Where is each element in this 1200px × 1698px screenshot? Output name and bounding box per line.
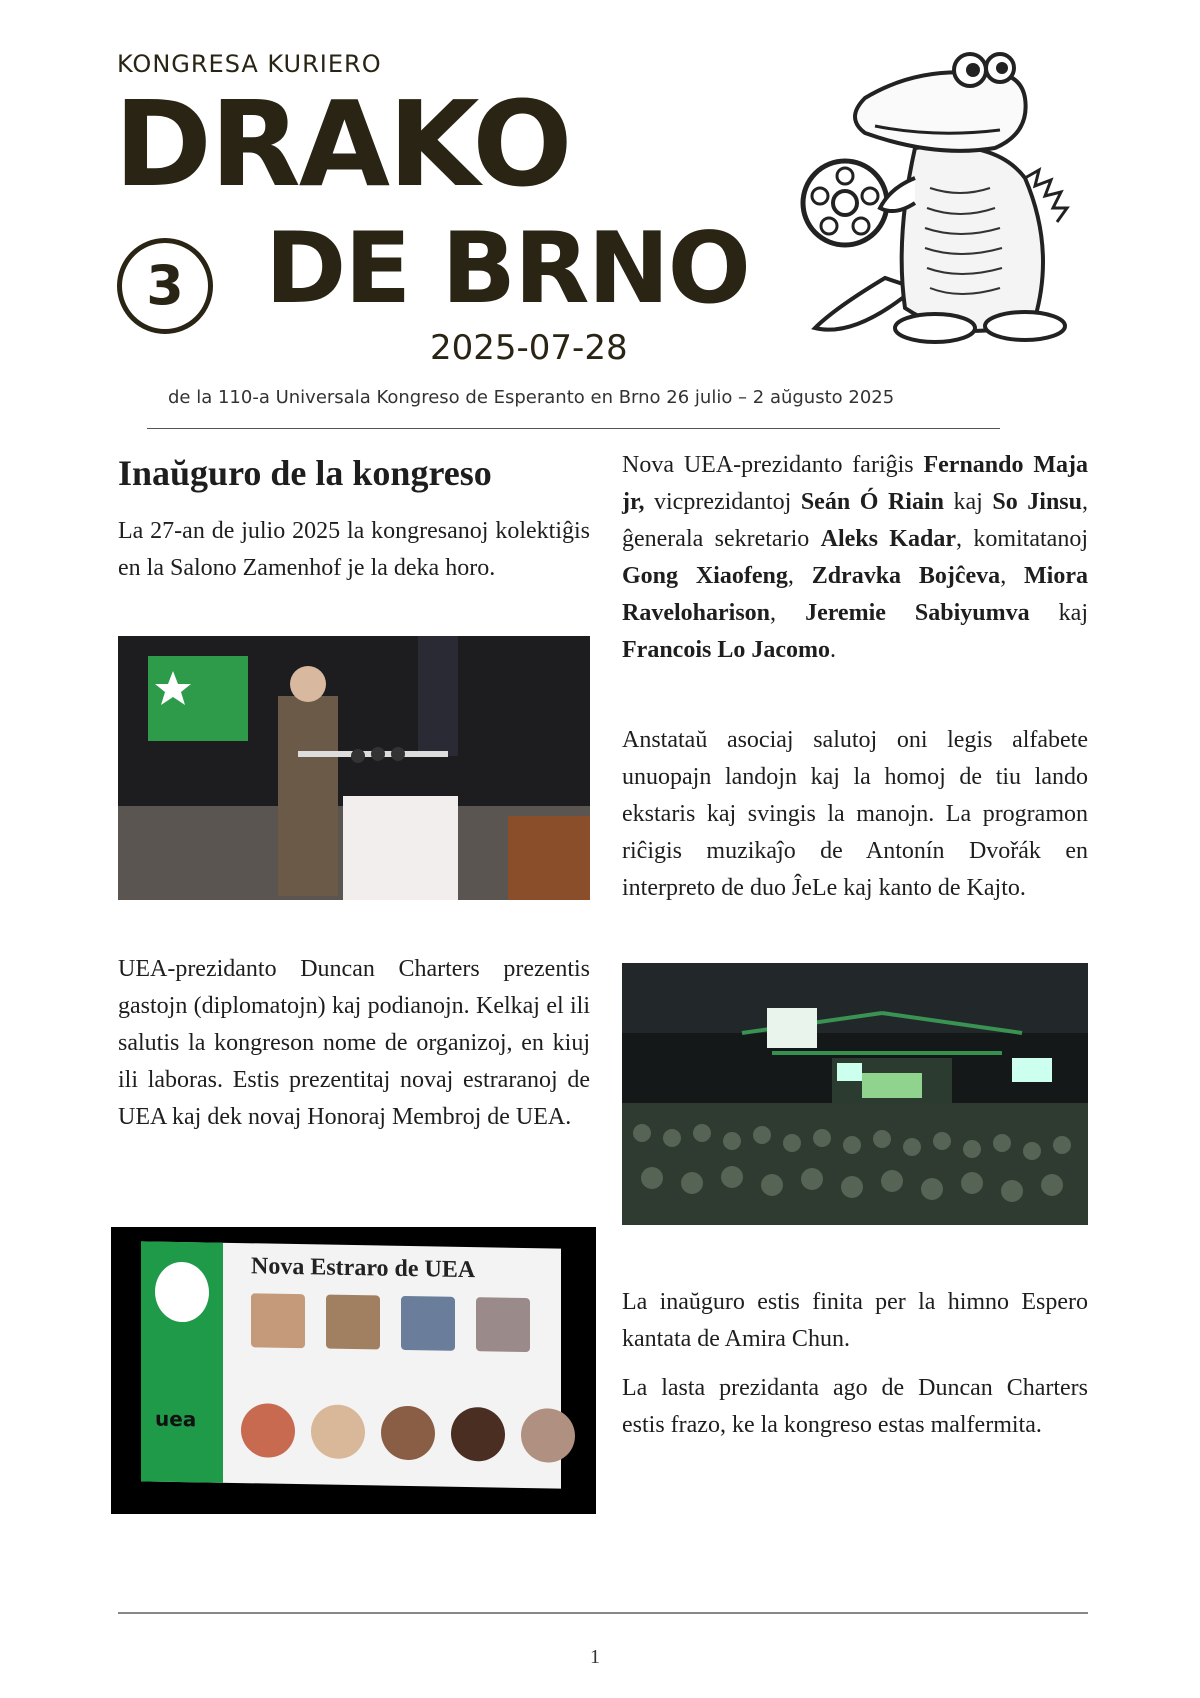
article-paragraph-2: UEA-prezidanto Duncan Charters prezentis gastojn (diplomatojn) kaj podianojn. Kelkaj el ili salutis la kongreson nome de organizoj, en kiuj ili laboras. Estis prezentitaj novaj estraranoj de UEA kaj dek novaj Honoraj Membroj de UEA. xyxy=(118,956,590,1130)
slide-title: Nova Estraro de UEA xyxy=(251,1253,476,1284)
article-heading: Inaŭguro de la kongreso xyxy=(118,453,492,493)
portrait xyxy=(401,1296,455,1351)
issue-date: 2025-07-28 xyxy=(430,328,628,368)
portrait xyxy=(311,1404,365,1459)
portrait xyxy=(521,1408,575,1463)
crocodile-dragon-mascot-icon xyxy=(795,38,1095,358)
masthead-title-line2: DE BRNO xyxy=(265,212,749,326)
portrait xyxy=(381,1406,435,1461)
photo-new-board-slide xyxy=(111,1227,596,1514)
photo-opening-speaker xyxy=(118,636,590,900)
article-paragraph-5: La inaŭguro estis finita per la himno Espero kantata de Amira Chun. xyxy=(622,1289,1088,1352)
uea-logo-text: uea xyxy=(155,1406,197,1432)
portrait xyxy=(241,1403,295,1458)
slide-green-sidebar xyxy=(141,1241,223,1482)
masthead-subtitle: de la 110-a Universala Kongreso de Esperanto en Brno 26 julio – 2 aŭgusto 2025 xyxy=(168,387,895,408)
page-number: 1 xyxy=(590,1646,600,1668)
masthead-title-line1: DRAKO xyxy=(114,75,571,213)
portrait xyxy=(251,1293,305,1348)
photo-congress-hall xyxy=(622,963,1088,1225)
kicker: KONGRESA KURIERO xyxy=(117,50,382,78)
article-paragraph-3: Nova UEA-prezidanto fariĝis Fernando Maja jr, vicprezidantoj Seán Ó Riain kaj So Jinsu, ĝenerala sekretario Aleks Kadar, komitatanoj Gong Xiaofeng, Zdravka Bojĉeva, Miora Raveloharison, Jeremie Sabiyumva kaj Francois Lo Jacomo. xyxy=(622,452,1089,663)
article-paragraph-6: La lasta prezidanta ago de Duncan Charters estis frazo, ke la kongreso estas malfermita. xyxy=(622,1375,1088,1438)
article-paragraph-1: La 27-an de julio 2025 la kongresanoj kolektiĝis en la Salono Zamenhof je la deka horo. xyxy=(118,518,590,581)
masthead-divider xyxy=(147,428,1000,429)
portrait xyxy=(476,1297,530,1352)
portrait xyxy=(451,1407,505,1462)
issue-number-badge: 3 xyxy=(117,238,213,334)
slide-screen xyxy=(141,1241,561,1488)
portrait xyxy=(326,1295,380,1350)
footer-divider xyxy=(118,1612,1088,1614)
esperanto-logo-icon xyxy=(155,1262,209,1323)
article-paragraph-4: Anstataŭ asociaj salutoj oni legis alfabete unuopajn landojn kaj la homoj de tiu lando ekstaris kaj svingis la manojn. La programon riĉigis muzikaĵo de Antonín Dvořák en interpreto de duo ĴeLe kaj kanto de Kajto. xyxy=(622,727,1088,901)
